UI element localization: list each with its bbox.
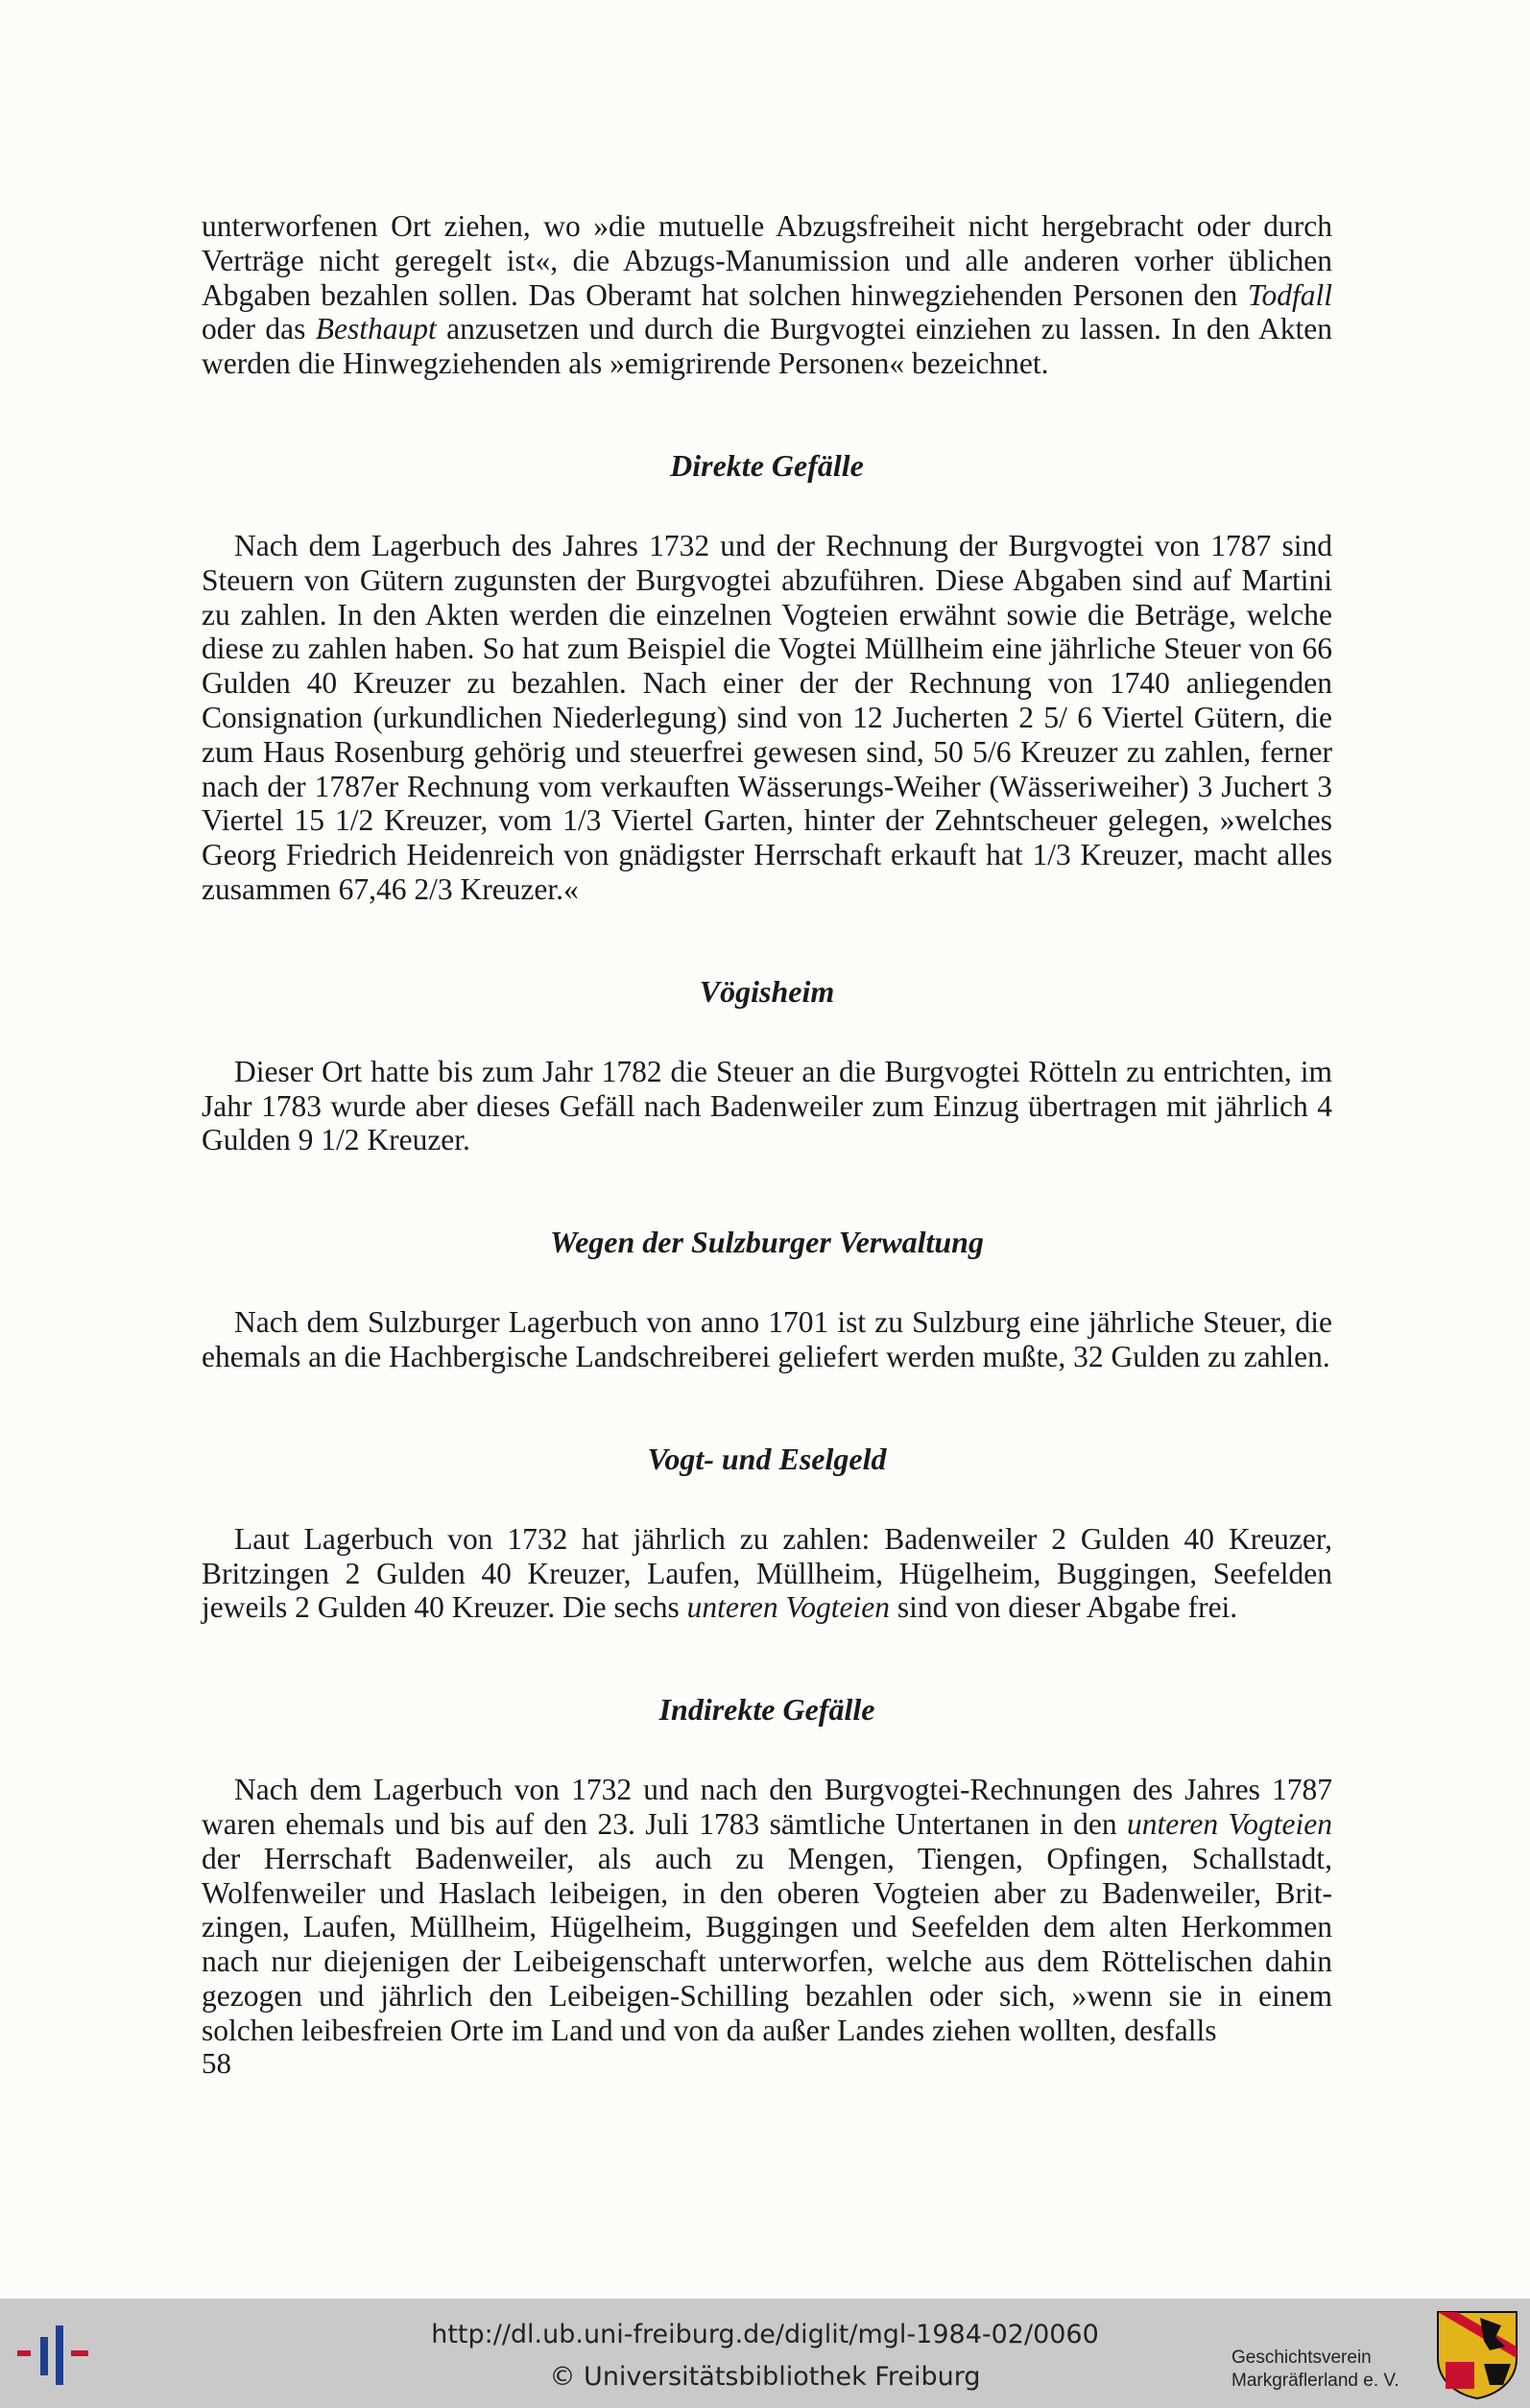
emphasis-besthaupt: Besthaupt <box>315 312 437 346</box>
emphasis-unteren-vogteien: unteren Vogteien <box>1127 1806 1332 1841</box>
coat-of-arms-icon[interactable] <box>1434 2308 1520 2400</box>
paragraph-text: Laut Lagerbuch von 1732 hat jährlich zu zahlen: Badenweiler 2 Gulden 40 Kreuzer, Britzingen 2 Gulden 40 Kreuzer, Laufen, Müllheim, Hügelheim, Buggingen, Seefelden jeweils 2 Gulden 40 Kreuzer. Die sechs <box>202 1521 1332 1625</box>
society-name-line2: Markgräflerland e. V. <box>1231 2371 1399 2391</box>
copyright-text: © Universitätsbibliothek Freiburg <box>549 2362 981 2392</box>
society-name <box>1231 2347 1399 2393</box>
paragraph-voegisheim: Dieser Ort hatte bis zum Jahr 1782 die Steuer an die Burgvogtei Rötteln zu entrichten, im Jahr 1783 wurde aber dieses Gefäll nach Badenweiler zum Einzug übertragen mit jährlich 4 Gulden 9 1/2 Kreuzer. <box>202 1054 1332 1157</box>
emphasis-todfall: Todfall <box>1247 277 1332 312</box>
paragraph-continued <box>202 209 1332 381</box>
paragraph-vogt-und-eselgeld <box>202 1522 1332 1625</box>
section-heading-voegisheim: Vögisheim <box>699 973 835 1009</box>
society-name-line1: Geschichtsverein <box>1231 2348 1372 2368</box>
viewer-footer <box>0 2299 1530 2408</box>
paragraph-text: anzusetzen und durch die Burgvogtei einziehen zu lassen. In den Akten werden die Hinwegziehenden als »emigrirende Personen« bezeichnet. <box>202 312 1332 381</box>
paragraph-text: oder das <box>202 312 316 346</box>
paragraph-text: unterworfenen Ort ziehen, wo »die mutuelle Abzugsfreiheit nicht hergebracht oder durch Verträge nicht geregelt ist«, die Abzugs-Manumission und alle anderen vorher üblichen Abgaben bezahlen sollen. Das Oberamt hat solchen hinwegziehenden Personen den <box>202 209 1332 312</box>
section-heading-indirekte-gefaelle: Indirekte Gefälle <box>658 1692 875 1728</box>
paragraph-indirekte-gefaelle <box>202 1773 1332 2047</box>
page-number: 58 <box>202 2046 231 2080</box>
paragraph-text: sind von dieser Abgabe frei. <box>890 1590 1238 1625</box>
paragraph-direkte-gefaelle: Nach dem Lagerbuch des Jahres 1732 und der Rechnung der Burgvogtei von 1787 sind Steuern von Gütern zugunsten der Burgvogtei abzuführen. Diese Abgaben sind auf Martini zu zahlen. In den Akten werden die einzelnen Vogteien erwähnt sowie die Beträge, welche diese zu zahlen haben. So hat zum Beispiel die Vogtei Müllheim eine jährliche Steuer von 66 Gulden 40 Kreuzer zu bezahlen. Nach einer der der Rechnung von 1740 anliegenden Consignation (urkundlichen Niederlegung) sind von 12 Jucherten 2 5/ 6 Viertel Gütern, die zum Haus Rosenburg gehörig und steuerfrei gewesen sind, 50 5/6 Kreuzer zu zahlen, ferner nach der 1787er Rechnung vom verkauften Wässerungs-Weiher (Wässeriweiher) 3 Juchert 3 Viertel 15 1/2 Kreuzer, vom 1/3 Viertel Garten, hinter der Zehntscheuer gelegen, »welches Georg Friedrich Heidenreich von gnädigster Herrschaft erkauft hat 1/3 Kreuzer, macht alles zusammen 67,46 2/3 Kreuzer.« <box>202 528 1332 906</box>
paragraph-sulzburger-verwaltung: Nach dem Sulzburger Lagerbuch von anno 1701 ist zu Sulzburg eine jährliche Steuer, die ehemals an die Hachbergische Landschreiberei geliefert werden mußte, 32 Gulden zu zahlen. <box>202 1305 1332 1373</box>
section-heading-sulzburger-verwaltung: Wegen der Sulzburger Verwaltung <box>550 1225 984 1260</box>
section-heading-direkte-gefaelle: Direkte Gefälle <box>670 447 864 483</box>
text-column <box>202 209 1332 2048</box>
permalink-link[interactable]: http://dl.ub.uni-freiburg.de/diglit/mgl-1984-02/0060 <box>431 2320 1099 2349</box>
section-heading-vogt-und-eselgeld: Vogt- und Eselgeld <box>647 1441 887 1476</box>
paragraph-text: der Herrschaft Badenweiler, als auch zu Mengen, Tiengen, Opfingen, Schallstadt, Wolfenweiler und Haslach leibeigen, in den oberen Vogteien aber zu Badenweiler, Britzingen, Laufen, Müllheim, Hügelheim, Buggingen und Seefelden dem alten Herkommen nach nur diejenigen der Leibeigenschaft unterworfen, welche aus dem Röttelischen dahin gezogen und jährlich den Leibeigen-Schilling bezahlen oder sich, »wenn sie in einem solchen leibesfreien Orte im Land und von da außer Landes ziehen wollten, desfalls <box>202 1841 1332 2047</box>
paragraph-text: Nach dem Lagerbuch von 1732 und nach den Burgvogtei-Rechnungen des Jahres 1787 waren ehemals und bis auf den 23. Juli 1783 sämtliche Untertanen in den <box>202 1773 1332 1841</box>
emphasis-unteren-vogteien: unteren Vogteien <box>686 1590 891 1625</box>
